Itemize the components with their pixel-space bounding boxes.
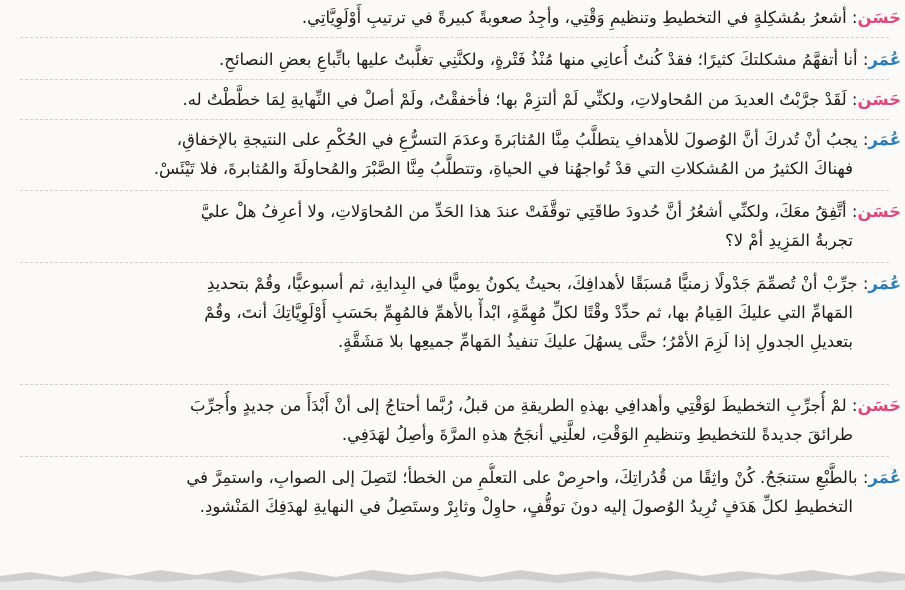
- speaker-name: حَسَن: [857, 202, 901, 221]
- dialogue-text: أشعرُ بمُشكِلةٍ في التخطيطِ وتنظيمِ وَقْتِي، وأجِدُ صعوبةً كبيرةً في ترتيبِ أَوْلَوِيَّاتِي.: [301, 8, 847, 27]
- torn-paper-edge: [0, 558, 905, 590]
- dialogue-turn-4: عُمَر: يجبُ أنْ تُدركَ أنَّ الوُصولَ للأهدافِ يتطلَّبُ مِنَّا المُثابَرةَ وعدَمَ التسرُّعِ في الحُكْمِ على النتيجةِ بالإخفاقِ، فهناكَ الكثيرُ من المُشكلاتِ التي قدْ تُواجهُنا في الحياةِ، وتتطلَّبُ مِنَّا الصَّبْرَ والمُحاولَةَ والمُثابرةَ، فلا تَيْئَسْ.: [8, 125, 901, 183]
- dialogue-turn-2: عُمَر: أنا أتفهَّمُ مشكلتكَ كثيرًا؛ فقدْ كُنتُ أُعانِي منها مُنْذُ فَتْرةٍ، ولكنَّنِي تغلَّبتُ عليها باتِّباعِ بعضِ النصائحِ.: [219, 50, 901, 69]
- dialogue-text: يجبُ أنْ تُدركَ أنَّ الوُصولَ للأهدافِ يتطلَّبُ مِنَّا المُثابَرةَ وعدَمَ التسرُّعِ في الحُكْمِ على النتيجةِ بالإخفاقِ،: [176, 130, 858, 149]
- dialogue-text: جرِّبْ أنْ تُصمِّمَ جَدْولًا زمنيًّا مُسبَقًا لأهدافِكَ، بحيثُ يكونُ يوميًّا في البِدايةِ، ثم أسبوعيًّا، وقُمْ بتحديدِ: [206, 274, 858, 293]
- dialogue-text: المَهامِّ التي عليكَ القِيامُ بها، ثم حدِّدْ وقْتًا لكلِّ مُهِمَّةٍ، ابْدأْ بالأهمِّ فالمُهِمِّ بحَسَبِ أَوْلَوِيَّاتِكَ أنتَ، وقُمْ: [204, 303, 853, 322]
- dialogue-turn-1: حَسَن: أشعرُ بمُشكِلةٍ في التخطيطِ وتنظيمِ وَقْتِي، وأجِدُ صعوبةً كبيرةً في ترتيبِ أَوْلَوِيَّاتِي.: [301, 8, 901, 27]
- speaker-name: عُمَر: [868, 50, 901, 69]
- dialogue-text: بتعديلِ الجدولِ إذا لَزِمَ الأمْرُ؛ حتَّى يسهُلَ عليكَ تنفيذُ المَهامِّ جميعِها بلا مَشَقَّةٍ.: [338, 332, 853, 351]
- dialogue-text: أتَّفِقُ معَكَ، ولكنِّي أشعُرُ أنَّ حُدودَ طاقَتِي توقَّفَتْ عندَ هذا الحَدِّ من المُحاوَلاتِ، ولا أعرِفُ هلْ عليَّ: [200, 202, 847, 221]
- divider: [20, 456, 889, 457]
- dialogue-text: تجربةُ المَزِيدِ أمْ لا؟: [725, 231, 853, 250]
- divider: [20, 79, 889, 80]
- dialogue-text: التخطيطِ لكلِّ هَدَفٍ تُرِيدُ الوُصولَ إليه دونَ توقُّفٍ، حاوِلْ وثابِرْ وستَصِلُ في النهايةِ لهدَفِكَ المَنْشودِ.: [199, 497, 853, 516]
- speaker-name: حَسَن: [857, 396, 901, 415]
- divider: [20, 262, 889, 263]
- dialogue-turn-5: حَسَن: أتَّفِقُ معَكَ، ولكنِّي أشعُرُ أنَّ حُدودَ طاقَتِي توقَّفَتْ عندَ هذا الحَدِّ من المُحاوَلاتِ، ولا أعرِفُ هلْ عليَّ تجربةُ المَزِيدِ أمْ لا؟: [8, 197, 901, 255]
- dialogue-text: لمْ أُجرِّبِ التخطيطَ لوَقْتِي وأهدافِي بهذهِ الطريقةِ من قبلُ، رُبَّما أحتاجُ إلى أنْ أَبْدَأَ من جديدٍ وأُجرِّبَ: [189, 396, 847, 415]
- speaker-name: حَسَن: [857, 90, 901, 109]
- dialogue-text: بالطَّبْعِ ستنجَحُ. كُنْ واثِقًا من قُدُراتِكَ، واحرِصْ على التعلُّمِ من الخطأ؛ لتَصِلَ إلى الصوابِ، واستمِرَّ في: [186, 468, 858, 487]
- divider: [20, 119, 889, 120]
- dialogue-text: لَقَدْ جرَّبْتُ العديدَ من المُحاولاتِ، ولكنِّي لَمْ ألتزِمْ بها؛ فأخفقْتُ، ولَمْ أصلْ في النِّهايةِ لِمَا خطَّطْتُ له.: [182, 90, 847, 109]
- speaker-name: حَسَن: [857, 8, 901, 27]
- dialogue-text: أنا أتفهَّمُ مشكلتكَ كثيرًا؛ فقدْ كُنتُ أُعانِي منها مُنْذُ فَتْرةٍ، ولكنَّنِي تغلَّبتُ عليها باتِّباعِ بعضِ النصائحِ.: [219, 50, 858, 69]
- speaker-name: عُمَر: [868, 274, 901, 293]
- divider: [20, 37, 889, 38]
- dialogue-turn-7: حَسَن: لمْ أُجرِّبِ التخطيطَ لوَقْتِي وأهدافِي بهذهِ الطريقةِ من قبلُ، رُبَّما أحتاجُ إلى أنْ أَبْدَأَ من جديدٍ وأُجرِّبَ طرائقَ جديدةً للتخطيطِ وتنظيمِ الوَقْتِ، لعلَّنِي أنجَحُ هذهِ المرَّةَ وأصِلُ لهَدَفِي.: [8, 391, 901, 449]
- dialogue-text: فهناكَ الكثيرُ من المُشكلاتِ التي قدْ تُواجهُنا في الحياةِ، وتتطلَّبُ مِنَّا الصَّبْرَ والمُحاولَةَ والمُثابرةَ، فلا تَيْئَسْ.: [153, 159, 853, 178]
- speaker-name: عُمَر: [868, 130, 901, 149]
- dialogue-turn-8: عُمَر: بالطَّبْعِ ستنجَحُ. كُنْ واثِقًا من قُدُراتِكَ، واحرِصْ على التعلُّمِ من الخطأ؛ لتَصِلَ إلى الصوابِ، واستمِرَّ في التخطيطِ لكلِّ هَدَفٍ تُرِيدُ الوُصولَ إليه دونَ توقُّفٍ، حاوِلْ وثابِرْ وستَصِلُ في النهايةِ لهدَفِكَ المَنْشودِ.: [8, 463, 901, 521]
- dialogue-turn-6: عُمَر: جرِّبْ أنْ تُصمِّمَ جَدْولًا زمنيًّا مُسبَقًا لأهدافِكَ، بحيثُ يكونُ يوميًّا في البِدايةِ، ثم أسبوعيًّا، وقُمْ بتحديدِ المَهامِّ التي عليكَ القِيامُ بها، ثم حدِّدْ وقْتًا لكلِّ مُهِمَّةٍ، ابْدأْ بالأهمِّ فالمُهِمِّ بحَسَبِ أَوْلَوِيَّاتِكَ أنتَ، وقُمْ بتعديلِ الجدولِ إذا لَزِمَ الأمْرُ؛ حتَّى يسهُلَ عليكَ تنفيذُ المَهامِّ جميعِها بلا مَشَقَّةٍ.: [8, 269, 901, 356]
- dialogue-turn-3: حَسَن: لَقَدْ جرَّبْتُ العديدَ من المُحاولاتِ، ولكنِّي لَمْ ألتزِمْ بها؛ فأخفقْتُ، ولَمْ أصلْ في النِّهايةِ لِمَا خطَّطْتُ له.: [182, 90, 901, 109]
- speaker-name: عُمَر: [868, 468, 901, 487]
- dialogue-text: طرائقَ جديدةً للتخطيطِ وتنظيمِ الوَقْتِ، لعلَّنِي أنجَحُ هذهِ المرَّةَ وأصِلُ لهَدَفِي.: [341, 425, 853, 444]
- divider: [20, 190, 889, 191]
- divider: [20, 384, 889, 385]
